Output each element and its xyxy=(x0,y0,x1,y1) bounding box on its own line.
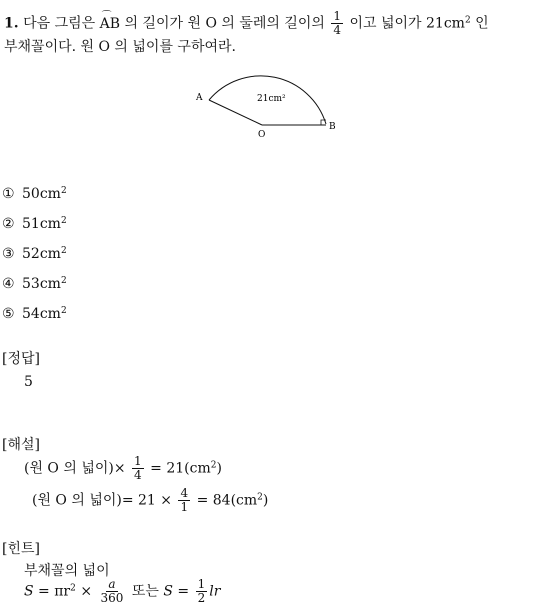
question-sup: 2 xyxy=(464,15,471,26)
option-text: 52cm xyxy=(22,246,61,262)
option-symbol: ⑤ xyxy=(2,306,15,322)
option-1[interactable]: ① $50cm^2$ xyxy=(2,186,67,202)
option-symbol: ④ xyxy=(2,276,15,292)
question-text-d: 인 xyxy=(475,15,489,32)
hint-fraction-1: $\frac{a}{360}$ xyxy=(100,577,124,605)
question-text-b: 의 길이가 원 O 의 둘레의 길이의 xyxy=(124,15,325,32)
question-text-c: 이고 넓이가 21cm xyxy=(349,15,465,32)
explanation-fraction-1: $\frac{1}{4}$ xyxy=(134,454,142,482)
hint-fraction-2: $\frac{1}{2}$ xyxy=(197,577,206,605)
option-2[interactable]: ② $51cm^2$ xyxy=(2,216,67,232)
label-b: B xyxy=(329,122,336,132)
question-text-a: 다음 그림은 xyxy=(23,15,96,32)
answer-value: 5 xyxy=(24,374,33,390)
explanation-line-1: (원 O 의 넓이)× $\frac{1}{4}$ = $21(cm^2)$ xyxy=(24,454,222,482)
hint-line-1: 부채꼴의 넓이 xyxy=(24,563,110,579)
label-o: O xyxy=(258,130,266,140)
question-line-1 xyxy=(4,10,489,37)
hint-header: [힌트] xyxy=(2,541,40,557)
label-a: A xyxy=(196,93,203,103)
arc-name: ⌒ AB xyxy=(100,16,120,32)
explanation-header: [해설] xyxy=(2,437,40,453)
option-text: 54cm xyxy=(22,306,61,322)
option-4[interactable]: ④ $53cm^2$ xyxy=(2,276,67,292)
question-line-2: 부채꼴이다. 원 O 의 넓이를 구하여라. xyxy=(4,39,236,55)
option-symbol: ① xyxy=(2,186,15,202)
option-text: 51cm xyxy=(22,216,61,232)
question-fraction: $\frac{1}{4}$ xyxy=(333,9,342,37)
option-symbol: ③ xyxy=(2,246,15,262)
option-symbol: ② xyxy=(2,216,15,232)
area-label: 21cm² xyxy=(257,94,286,104)
radius-oa xyxy=(209,100,262,125)
answer-header: [정답] xyxy=(2,351,40,367)
hint-formula: $S = \pi r^2$ × $\frac{a}{360}$ 또는 S = $\frac{1}{2}$ lr xyxy=(24,577,221,605)
option-5[interactable]: ⑤ $54cm^2$ xyxy=(2,306,67,322)
option-text: 50cm xyxy=(22,186,61,202)
explanation-line-2: (원 O 의 넓이)= 21 × $\frac{4}{1}$ = $84(cm^2)$ xyxy=(32,486,269,514)
question-number: 1. xyxy=(4,15,19,32)
sector-diagram xyxy=(190,58,350,143)
option-3[interactable]: ③ $52cm^2$ xyxy=(2,246,67,262)
explanation-fraction-2: $\frac{4}{1}$ xyxy=(180,486,189,514)
option-text: 53cm xyxy=(22,276,61,292)
